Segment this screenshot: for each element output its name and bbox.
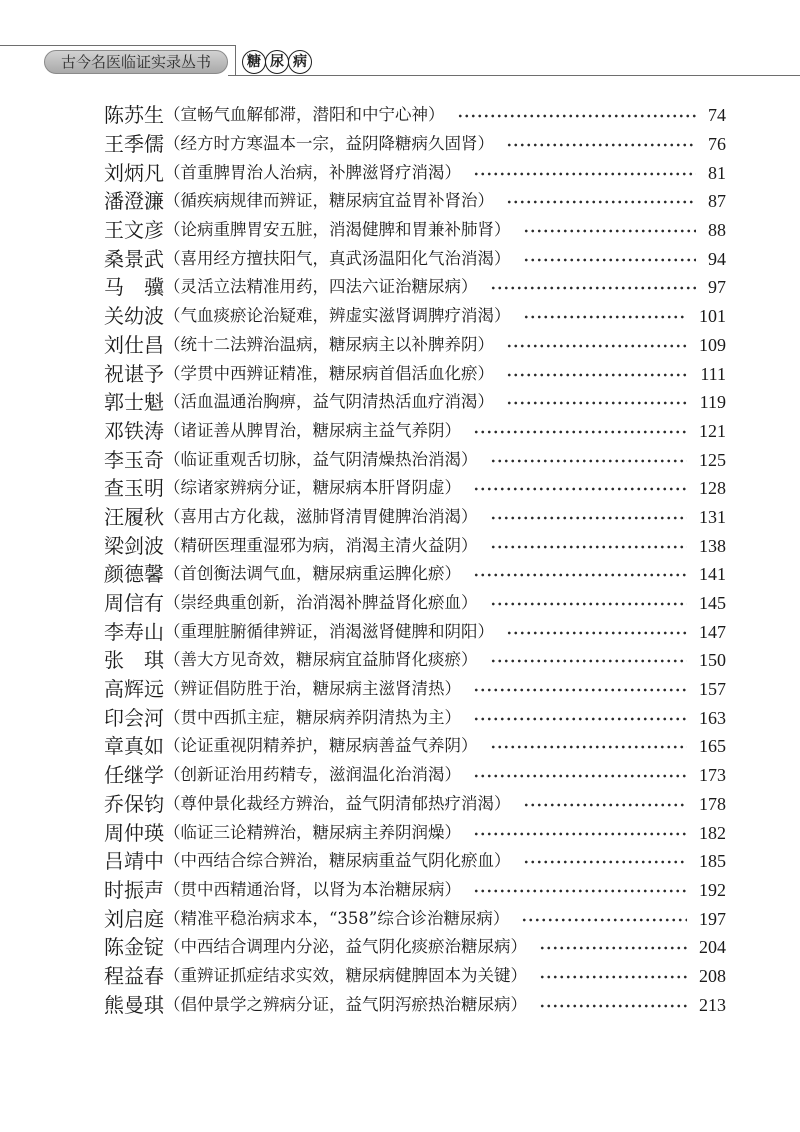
page-number: 131: [699, 506, 726, 527]
toc-entry: [104, 646, 726, 675]
entry-subtitle: （贯中西抓主症，糖尿病养阴清热为主）: [164, 707, 461, 727]
toc-entry: [104, 703, 726, 732]
page-number: 192: [699, 879, 726, 900]
toc-entry: [104, 962, 726, 991]
book-title-char: 病: [288, 50, 312, 74]
doctor-name: 祝谌予: [104, 361, 164, 386]
dot-leader: [523, 856, 688, 868]
entry-subtitle: （喜用经方擅扶阳气，真武汤温阳化气治消渴）: [164, 248, 511, 268]
page-number: 138: [699, 535, 726, 556]
entry-subtitle: （精研医理重湿邪为病，消渴主清火益阴）: [164, 535, 478, 555]
toc-entry: [104, 302, 726, 331]
page-number: 197: [699, 908, 726, 929]
entry-subtitle: （统十二法辨治温病，糖尿病主以补脾养阴）: [164, 334, 494, 354]
book-title: [242, 50, 311, 74]
toc-entry: [104, 617, 726, 646]
dot-leader: [473, 713, 687, 725]
doctor-name: 梁剑波: [104, 533, 164, 558]
entry-subtitle: （精准平稳治病求本，“358”综合诊治糖尿病）: [164, 908, 510, 928]
entry-subtitle: （中西结合综合辨治，糖尿病重益气阴化瘀血）: [164, 851, 511, 871]
page-number: 178: [699, 793, 726, 814]
dot-leader: [523, 311, 688, 323]
doctor-name: 吕靖中: [104, 849, 164, 874]
doctor-name: 周信有: [104, 591, 164, 616]
entry-subtitle: （首创衡法调气血，糖尿病重运脾化瘀）: [164, 564, 461, 584]
page-number: 204: [699, 937, 726, 958]
dot-leader: [490, 741, 688, 753]
toc-entry: [104, 158, 726, 187]
dot-leader: [523, 254, 697, 266]
entry-subtitle: （中西结合调理内分泌，益气阴化痰瘀治糖尿病）: [164, 937, 527, 957]
entry-subtitle: （重理脏腑循律辨证，消渴滋肾健脾和阴阳）: [164, 621, 494, 641]
doctor-name: 王季儒: [104, 132, 164, 157]
doctor-name: 印会河: [104, 705, 164, 730]
dot-leader: [473, 426, 687, 438]
toc-entry: [104, 273, 726, 302]
page-number: 109: [699, 334, 726, 355]
toc-entry: [104, 732, 726, 761]
dot-leader: [506, 196, 696, 208]
dot-leader: [523, 225, 697, 237]
dot-leader: [506, 627, 687, 639]
toc-entry: [104, 531, 726, 560]
entry-subtitle: （辨证倡防胜于治，糖尿病主滋肾清热）: [164, 679, 461, 699]
page-number: 87: [708, 191, 726, 212]
dot-leader: [539, 971, 687, 983]
toc-entry: [104, 761, 726, 790]
entry-subtitle: （经方时方寒温本一宗，益阴降糖病久固肾）: [164, 134, 494, 154]
toc-entry: [104, 130, 726, 159]
entry-subtitle: （喜用古方化裁，滋肺肾清胃健脾治消渴）: [164, 506, 478, 526]
doctor-name: 郭士魁: [104, 390, 164, 415]
entry-subtitle: （创新证治用药精专，滋润温化治消渴）: [164, 765, 461, 785]
doctor-name: 乔保钧: [104, 791, 164, 816]
page-number: 125: [699, 449, 726, 470]
dot-leader: [539, 1000, 687, 1012]
page-number: 111: [700, 363, 726, 384]
toc-entry: [104, 790, 726, 819]
doctor-name: 陈金锭: [104, 935, 164, 960]
dot-leader: [506, 369, 688, 381]
doctor-name: 刘仕昌: [104, 332, 164, 357]
doctor-name: 李寿山: [104, 619, 164, 644]
doctor-name: 关幼波: [104, 304, 164, 329]
page-number: 157: [699, 679, 726, 700]
dot-leader: [539, 942, 687, 954]
doctor-name: 任继学: [104, 763, 164, 788]
doctor-name: 颜德馨: [104, 562, 164, 587]
doctor-name: 陈苏生: [104, 103, 164, 128]
page-number: 150: [699, 650, 726, 671]
toc-entry: [104, 933, 726, 962]
header-rule-bottom: [228, 75, 800, 76]
doctor-name: 周仲瑛: [104, 820, 164, 845]
dot-leader: [506, 139, 696, 151]
page-number: 163: [699, 707, 726, 728]
dot-leader: [490, 541, 688, 553]
dot-leader: [523, 799, 688, 811]
book-title-char: 尿: [265, 50, 289, 74]
dot-leader: [473, 483, 687, 495]
entry-subtitle: （贯中西精通治肾，以肾为本治糖尿病）: [164, 879, 461, 899]
table-of-contents: [104, 101, 726, 1019]
toc-entry: [104, 904, 726, 933]
dot-leader: [473, 569, 687, 581]
dot-leader: [457, 110, 697, 122]
doctor-name: 马 骥: [104, 275, 164, 300]
dot-leader: [490, 282, 697, 294]
entry-subtitle: （学贯中西辨证精准，糖尿病首倡活血化瘀）: [164, 363, 494, 383]
toc-entry: [104, 187, 726, 216]
doctor-name: 王文彦: [104, 218, 164, 243]
dot-leader: [473, 885, 687, 897]
doctor-name: 时振声: [104, 877, 164, 902]
toc-entry: [104, 417, 726, 446]
page-number: 165: [699, 736, 726, 757]
doctor-name: 邓铁涛: [104, 418, 164, 443]
header-rule-join: [235, 45, 236, 75]
doctor-name: 查玉明: [104, 476, 164, 501]
doctor-name: 汪履秋: [104, 504, 164, 529]
page-number: 141: [699, 564, 726, 585]
page-number: 173: [699, 765, 726, 786]
page-number: 94: [708, 248, 726, 269]
entry-subtitle: （善大方见奇效，糖尿病宜益肺肾化痰瘀）: [164, 650, 478, 670]
page-number: 147: [699, 621, 726, 642]
page-number: 121: [699, 420, 726, 441]
entry-subtitle: （活血温通治胸痹，益气阴清热活血疗消渴）: [164, 392, 494, 412]
entry-subtitle: （灵活立法精准用药，四法六证治糖尿病）: [164, 277, 478, 297]
dot-leader: [473, 828, 687, 840]
toc-entry: [104, 244, 726, 273]
toc-entry: [104, 675, 726, 704]
toc-entry: [104, 847, 726, 876]
toc-entry: [104, 359, 726, 388]
entry-subtitle: （气血痰瘀论治疑难，辨虚实滋肾调脾疗消渴）: [164, 306, 511, 326]
header-rule-top: [0, 45, 236, 46]
page-number: 182: [699, 822, 726, 843]
dot-leader: [490, 655, 688, 667]
toc-entry: [104, 331, 726, 360]
entry-subtitle: （临证重观舌切脉，益气阴清燥热治消渴）: [164, 449, 478, 469]
doctor-name: 李玉奇: [104, 447, 164, 472]
toc-entry: [104, 589, 726, 618]
entry-subtitle: （论证重视阴精养护，糖尿病善益气养阴）: [164, 736, 478, 756]
doctor-name: 程益春: [104, 963, 164, 988]
entry-subtitle: （临证三论精辨治，糖尿病主养阴润燥）: [164, 822, 461, 842]
dot-leader: [521, 914, 687, 926]
series-title: 古今名医临证实录丛书: [44, 50, 228, 74]
page-number: 119: [699, 392, 726, 413]
dot-leader: [473, 168, 696, 180]
toc-entry: [104, 818, 726, 847]
dot-leader: [506, 340, 687, 352]
dot-leader: [473, 770, 687, 782]
doctor-name: 章真如: [104, 734, 164, 759]
entry-subtitle: （尊仲景化裁经方辨治，益气阴清郁热疗消渴）: [164, 793, 511, 813]
dot-leader: [490, 512, 688, 524]
doctor-name: 张 琪: [104, 648, 164, 673]
doctor-name: 熊曼琪: [104, 992, 164, 1017]
dot-leader: [490, 598, 688, 610]
toc-entry: [104, 503, 726, 532]
entry-subtitle: （重辨证抓症结求实效，糖尿病健脾固本为关键）: [164, 965, 527, 985]
doctor-name: 桑景武: [104, 246, 164, 271]
entry-subtitle: （论病重脾胃安五脏，消渴健脾和胃兼补肺肾）: [164, 220, 511, 240]
entry-subtitle: （循疾病规律而辨证，糖尿病宜益胃补肾治）: [164, 191, 494, 211]
entry-subtitle: （首重脾胃治人治病，补脾滋肾疗消渴）: [164, 162, 461, 182]
page-number: 185: [699, 851, 726, 872]
page-number: 76: [708, 134, 726, 155]
page-number: 97: [708, 277, 726, 298]
toc-entry: [104, 445, 726, 474]
entry-subtitle: （综诸家辨病分证，糖尿病本肝肾阴虚）: [164, 478, 461, 498]
page-number: 74: [708, 105, 726, 126]
toc-entry: [104, 101, 726, 130]
page-number: 213: [699, 994, 726, 1015]
entry-subtitle: （倡仲景学之辨病分证，益气阴泻瘀热治糖尿病）: [164, 994, 527, 1014]
toc-entry: [104, 474, 726, 503]
book-title-char: 糖: [242, 50, 266, 74]
dot-leader: [506, 397, 688, 409]
toc-entry: [104, 216, 726, 245]
page-number: 128: [699, 478, 726, 499]
doctor-name: 高辉远: [104, 677, 164, 702]
page-number: 145: [699, 593, 726, 614]
doctor-name: 刘炳凡: [104, 160, 164, 185]
page-number: 101: [699, 306, 726, 327]
doctor-name: 潘澄濂: [104, 189, 164, 214]
entry-subtitle: （诸证善从脾胃治，糖尿病主益气养阴）: [164, 420, 461, 440]
doctor-name: 刘启庭: [104, 906, 164, 931]
page-number: 88: [708, 220, 726, 241]
entry-subtitle: （崇经典重创新，治消渴补脾益肾化瘀血）: [164, 593, 478, 613]
toc-entry: [104, 560, 726, 589]
dot-leader: [473, 684, 687, 696]
page-number: 81: [708, 162, 726, 183]
toc-entry: [104, 990, 726, 1019]
dot-leader: [490, 455, 688, 467]
entry-subtitle: （宣畅气血解郁滞，潜阳和中宁心神）: [164, 105, 445, 125]
toc-entry: [104, 388, 726, 417]
running-header: [0, 0, 800, 90]
toc-entry: [104, 876, 726, 905]
page-number: 208: [699, 965, 726, 986]
